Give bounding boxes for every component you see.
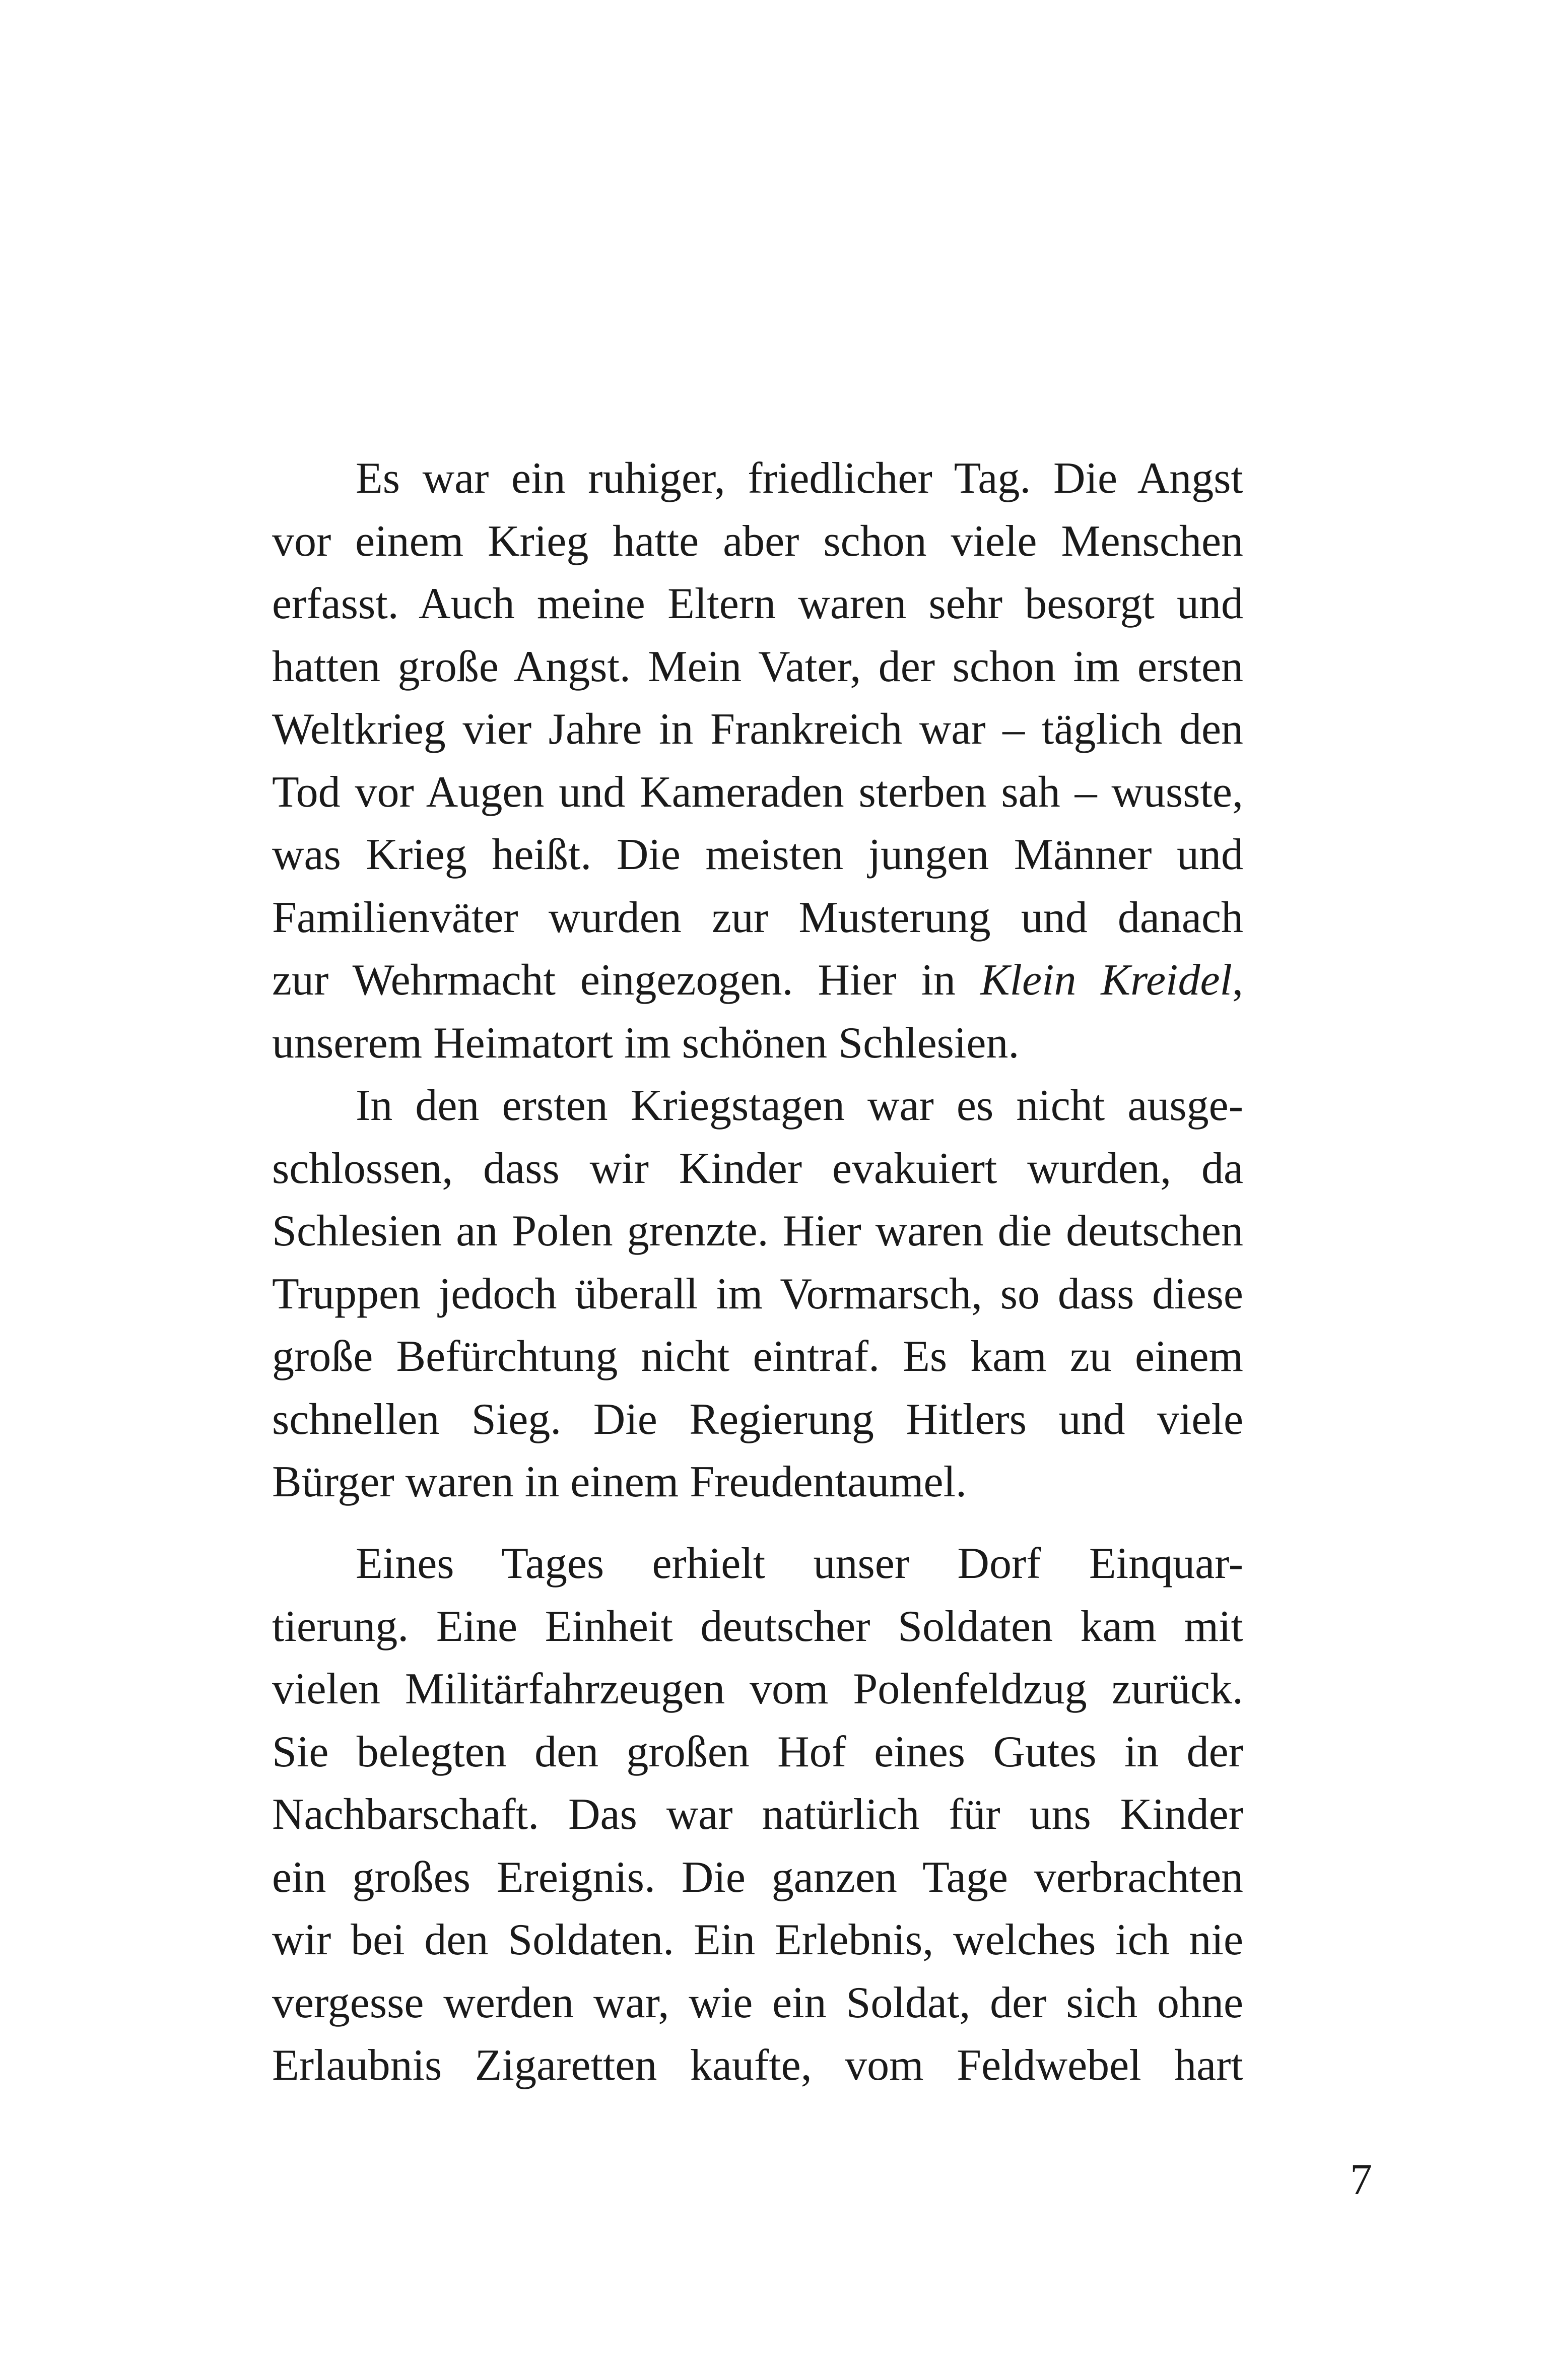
text-line: ein großes Ereignis. Die ganzen Tage verbrachten (272, 1853, 1243, 1902)
text-line: schlossen, dass wir Kinder evakuiert wurden, da (272, 1144, 1243, 1193)
text-segment: zur Wehrmacht eingezogen. Hier in (272, 956, 980, 1005)
text-line: Schlesien an Polen grenzte. Hier waren die deutschen (272, 1207, 1243, 1255)
text-line: vergesse werden war, wie ein Soldat, der sich ohne (272, 1978, 1243, 2027)
text-line: Nachbarschaft. Das war natürlich für uns Kinder (272, 1790, 1243, 1839)
text-segment: , (1232, 956, 1243, 1005)
text-line: Familienväter wurden zur Musterung und danach (272, 893, 1243, 942)
text-line: Sie belegten den großen Hof eines Gutes in der (272, 1727, 1243, 1776)
text-line: schnellen Sieg. Die Regierung Hitlers und viele (272, 1395, 1243, 1444)
text-line: vielen Militärfahrzeugen vom Polenfeldzug zurück. (272, 1665, 1243, 1713)
paragraph-1 (272, 447, 1243, 1075)
text-line: Es war ein ruhiger, friedlicher Tag. Die Angst (356, 454, 1243, 503)
text-line: In den ersten Kriegstagen war es nicht ausge- (356, 1081, 1243, 1130)
text-line: vor einem Krieg hatte aber schon viele Menschen (272, 516, 1243, 566)
text-line-with-italic (272, 949, 1243, 1012)
text-line: erfasst. Auch meine Eltern waren sehr besorgt und (272, 579, 1243, 628)
text-block-upper (272, 447, 1243, 1514)
text-block-lower (272, 1533, 1243, 2097)
text-line: Weltkrieg vier Jahre in Frankreich war – täglich den (272, 705, 1243, 754)
text-line: tierung. Eine Einheit deutscher Soldaten kam mit (272, 1602, 1243, 1651)
text-line: Bürger waren in einem Freudentaumel. (272, 1458, 967, 1506)
text-line: unserem Heimatort im schönen Schlesien. (272, 1018, 1020, 1068)
place-name-italic: Klein Kreidel (980, 956, 1233, 1005)
paragraph-3 (272, 1533, 1243, 2097)
text-line: große Befürchtung nicht eintraf. Es kam zu einem (272, 1332, 1243, 1381)
text-line: Erlaubnis Zigaretten kaufte, vom Feldwebel hart (272, 2041, 1243, 2090)
paragraph-2 (272, 1075, 1243, 1514)
page-number: 7 (1350, 2155, 1372, 2204)
text-line: wir bei den Soldaten. Ein Erlebnis, welches ich nie (272, 1915, 1243, 1964)
text-line: Truppen jedoch überall im Vormarsch, so dass diese (272, 1269, 1243, 1318)
text-line: Tod vor Augen und Kameraden sterben sah – wusste, (272, 767, 1243, 817)
text-line: Eines Tages erhielt unser Dorf Einquar- (356, 1539, 1243, 1588)
text-line: hatten große Angst. Mein Vater, der schon im ersten (272, 642, 1243, 691)
text-line: was Krieg heißt. Die meisten jungen Männer und (272, 830, 1243, 879)
